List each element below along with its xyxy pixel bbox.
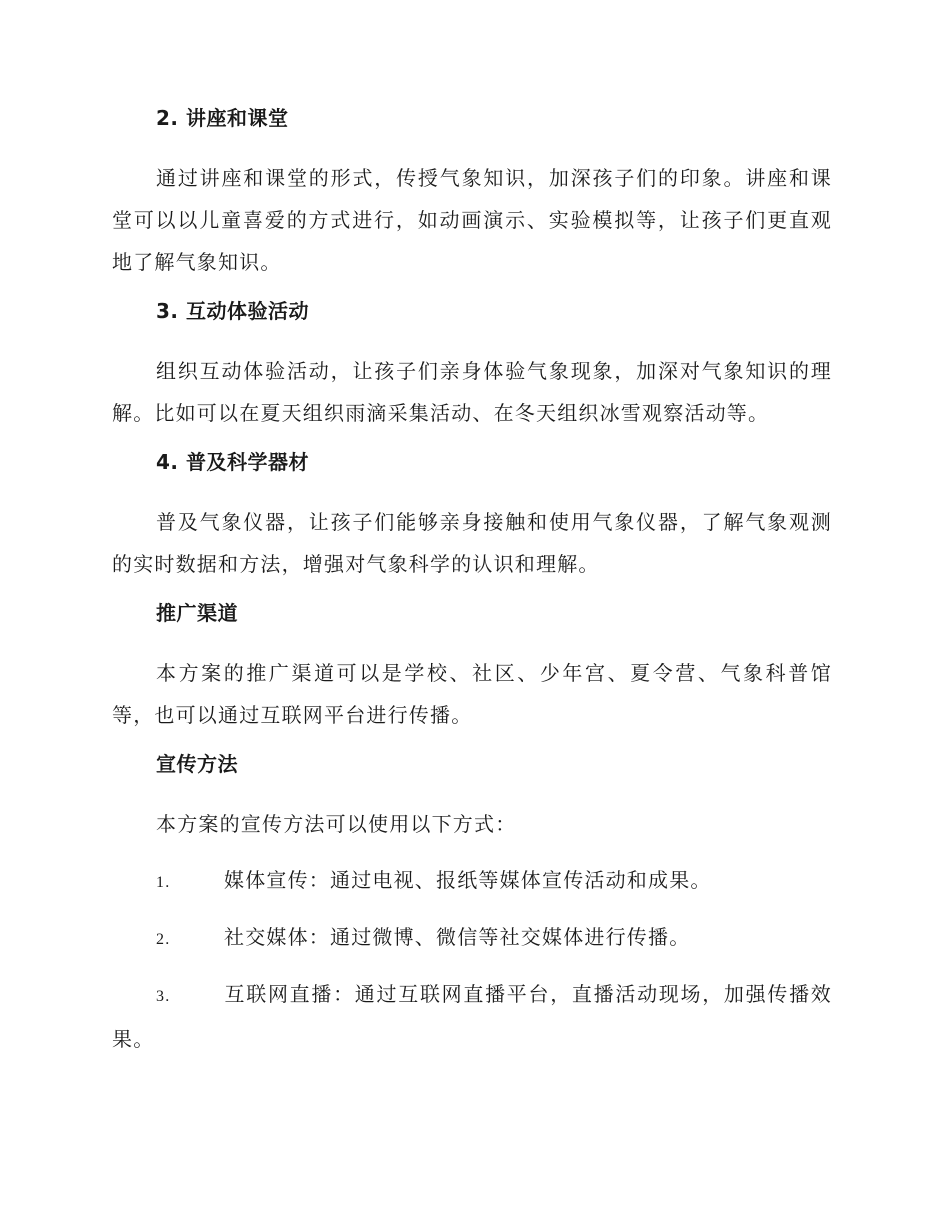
section-heading-channels: 推广渠道 [156,601,238,625]
list-item [112,916,832,961]
list-item [112,973,832,1060]
list-item-number: 1. [156,874,171,891]
section-heading-publicity: 宣传方法 [156,752,238,776]
publicity-method-list [112,859,832,1060]
list-item [112,859,832,904]
section-heading-lectures: 2. 讲座和课堂 [156,106,289,130]
section-paragraph-lectures: 通过讲座和课堂的形式，传授气象知识，加深孩子们的印象。讲座和课堂可以以儿童喜爱的方式进行，如动画演示、实验模拟等，让孩子们更直观地了解气象知识。 [112,166,832,274]
list-item-text: 社交媒体：通过微博、微信等社交媒体进行传播。 [224,925,691,949]
list-item-number: 2. [156,931,171,948]
list-item-number: 3. [156,988,171,1005]
list-item-text: 媒体宣传：通过电视、报纸等媒体宣传活动和成果。 [224,868,712,892]
document-page [112,104,832,1072]
section-paragraph-publicity: 本方案的宣传方法可以使用以下方式： [156,812,517,836]
section-heading-interactive: 3. 互动体验活动 [156,299,309,323]
section-paragraph-equipment: 普及气象仪器，让孩子们能够亲身接触和使用气象仪器，了解气象观测的实时数据和方法，增强对气象科学的认识和理解。 [112,510,832,576]
section-paragraph-interactive: 组织互动体验活动，让孩子们亲身体验气象现象，加深对气象知识的理解。比如可以在夏天组织雨滴采集活动、在冬天组织冰雪观察活动等。 [112,359,832,425]
section-heading-equipment: 4. 普及科学器材 [156,450,309,474]
section-paragraph-channels: 本方案的推广渠道可以是学校、社区、少年宫、夏令营、气象科普馆等，也可以通过互联网平台进行传播。 [112,661,832,727]
list-item-text: 互联网直播：通过互联网直播平台，直播活动现场，加强传播效果。 [112,982,832,1051]
